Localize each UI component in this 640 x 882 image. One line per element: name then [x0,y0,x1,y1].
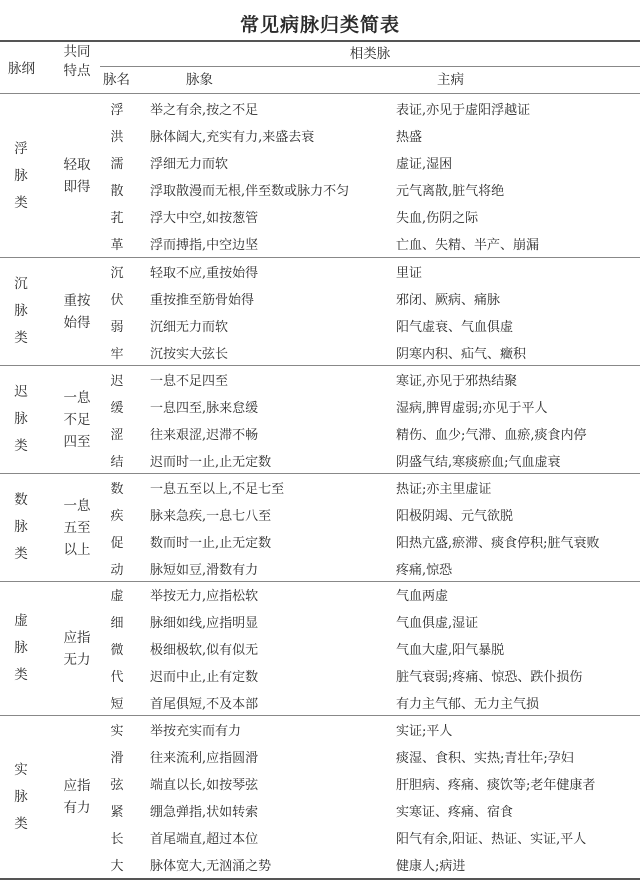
pulse-name: 涩 [110,427,124,443]
group-feature-line: 应指 [63,629,91,646]
pulse-name: 滑 [110,751,124,766]
group-feature [52,290,102,334]
pulse-description: 脉体宽大,无汹涌之势 [150,859,272,874]
pulse-name: 实 [110,724,124,739]
main-disease: 精伤、血少;气滞、血瘀,痰食内停 [396,427,587,443]
header-pulse-image: 脉象 [186,72,213,88]
group-category-char: 浮 [14,140,28,157]
pulse-description: 浮而搏指,中空边坚 [150,238,259,253]
main-disease: 里证 [396,265,423,281]
group-feature [52,627,102,671]
pulse-description: 浮细无力而软 [150,157,229,172]
group-feature-line: 以上 [63,541,91,558]
pulse-description: 端直以长,如按琴弦 [150,778,259,793]
pulse-description: 脉体阔大,充实有力,来盛去衰 [150,130,315,145]
pulse-description: 重按推至筋骨始得 [150,292,255,308]
main-disease: 气血大虚,阳气暴脱 [396,643,505,658]
main-disease: 阳热亢盛,瘀滞、痰食停积;脏气衰败 [396,535,600,551]
pulse-name: 促 [110,535,124,551]
pulse-description: 举之有余,按之不足 [150,103,259,118]
top-rule [0,40,640,42]
page-title: 常见病脉归类简表 [239,14,400,36]
pulse-description: 浮大中空,如按葱管 [150,211,259,226]
main-disease: 实寒证、疼痛、宿食 [396,805,514,820]
pulse-name: 微 [110,643,124,658]
group-feature-line: 四至 [63,433,91,450]
pulse-name: 伏 [110,292,124,308]
group-category-char: 脉 [14,167,28,184]
group-feature-line: 即得 [63,179,91,195]
group-separator [0,257,640,258]
header-bottom-rule [0,93,640,94]
pulse-name: 长 [110,832,124,847]
header-sub-rule [100,66,640,67]
group-separator [0,473,640,474]
pulse-description: 沉细无力而软 [150,319,229,335]
main-disease: 寒证,亦见于邪热结聚 [396,373,518,389]
group-category-char: 类 [14,667,28,683]
main-disease: 阳气虚衰、气血俱虚 [396,319,514,335]
pulse-name: 弦 [110,778,124,793]
group-feature [52,775,102,819]
header-common-line1: 共同 [63,44,91,60]
pulse-description: 举按充实而有力 [150,724,242,739]
pulse-description: 一息不足四至 [150,373,229,389]
group-feature-line: 轻取 [63,157,91,173]
main-disease: 热盛 [396,130,423,145]
pulse-name: 紧 [110,805,124,820]
main-disease: 湿病,脾胃虚弱;亦见于平人 [396,400,548,416]
main-disease: 脏气衰弱;疼痛、惊恐、跌仆损伤 [396,670,583,685]
pulse-description: 绷急弹指,状如转索 [150,805,259,820]
pulse-name: 迟 [110,373,124,389]
pulse-name: 革 [110,238,124,253]
pulse-description: 极细极软,似有似无 [150,643,259,658]
group-category-char: 脉 [14,303,28,319]
group-feature-line: 始得 [63,314,91,331]
main-disease: 阳气有余,阳证、热证、实证,平人 [396,832,587,847]
pulse-name: 牢 [110,346,124,362]
group-category-char: 脉 [14,640,28,656]
main-disease: 痰湿、食积、实热;青壮年;孕妇 [396,751,574,766]
pulse-description: 脉细如线,应指明显 [150,616,259,631]
main-disease: 健康人;病进 [396,859,466,874]
pulse-name: 散 [110,184,124,199]
pulse-name: 细 [110,616,124,631]
group-category-char: 类 [14,815,28,832]
pulse-name: 濡 [110,157,124,172]
group-category-char: 脉 [14,788,28,805]
group-separator [0,715,640,716]
pulse-description: 往来艰涩,迟滞不畅 [150,427,259,443]
main-disease: 亡血、失精、半产、崩漏 [396,238,540,253]
group-category-char: 脉 [14,411,28,427]
pulse-description: 一息四至,脉来怠缓 [150,400,259,416]
group-category [6,379,36,460]
pulse-description: 迟而时一止,止无定数 [150,454,272,470]
pulse-description: 迟而中止,止有定数 [150,670,259,685]
pulse-description: 浮取散漫而无根,伴至数或脉力不匀 [150,184,350,199]
pulse-name: 虚 [110,589,124,604]
group-category-char: 脉 [14,519,28,535]
main-disease: 邪闭、厥病、痛脉 [396,292,501,308]
pulse-name: 缓 [110,400,124,416]
group-category-char: 类 [14,194,28,211]
pulse-name: 代 [110,670,124,685]
main-disease: 实证;平人 [396,724,453,739]
group-category-char: 虚 [14,613,28,629]
group-feature-line: 应指 [63,778,91,794]
pulse-description: 沉按实大弦长 [150,346,229,362]
pulse-name: 浮 [110,103,124,118]
main-disease: 气血俱虚,湿证 [396,616,479,631]
group-feature-line: 不足 [63,411,91,428]
main-disease: 失血,伤阴之际 [396,211,479,226]
pulse-name: 弱 [110,319,124,335]
group-feature [52,495,102,561]
pulse-description: 举按无力,应指松软 [150,589,259,604]
group-feature-line: 重按 [63,292,91,309]
pulse-name: 数 [110,481,124,497]
group-separator [0,581,640,582]
group-feature-line: 有力 [63,800,91,816]
header-similar: 相类脉 [349,46,391,62]
main-disease: 阴寒内积、疝气、癥积 [396,346,527,362]
pulse-name: 疾 [110,508,124,524]
group-category [6,608,36,689]
main-disease: 疼痛,惊恐 [396,562,453,578]
group-category-char: 类 [14,330,28,346]
group-category [6,136,36,217]
pulse-name: 大 [110,859,124,874]
pulse-description: 往来流利,应指圆滑 [150,751,259,766]
main-disease: 阳极阴竭、元气欲脱 [396,508,514,524]
main-disease: 有力主气郁、无力主气损 [396,697,540,712]
pulse-description: 数而时一止,止无定数 [150,535,272,551]
group-category-char: 实 [14,761,28,778]
main-disease: 表证,亦见于虚阳浮越证 [396,103,531,118]
group-category-char: 类 [14,438,28,454]
header-category: 脉纲 [8,61,35,77]
group-feature-line: 五至 [63,519,91,536]
group-category-char: 沉 [14,276,28,292]
group-feature [52,387,102,453]
group-feature [52,154,102,198]
pulse-description: 一息五至以上,不足七至 [150,481,285,497]
group-category [6,757,36,838]
group-category-char: 数 [14,492,28,508]
pulse-description: 轻取不应,重按始得 [150,265,259,281]
header-common-line2: 特点 [63,63,91,79]
main-disease: 热证;亦主里虚证 [396,481,492,497]
main-disease: 元气离散,脏气将绝 [396,184,505,199]
group-feature-line: 一息 [63,389,91,406]
group-category [6,271,36,352]
pulse-description: 脉短如豆,滑数有力 [150,562,259,578]
pulse-name: 结 [110,454,124,470]
group-category [6,487,36,568]
pulse-name: 短 [110,697,124,712]
header-pulse-name: 脉名 [103,72,130,88]
main-disease: 虚证,湿困 [396,157,453,172]
pulse-name: 洪 [110,130,124,145]
pulse-name: 芤 [110,211,124,226]
pulse-description: 首尾俱短,不及本部 [150,697,259,712]
main-disease: 气血两虚 [396,589,449,604]
group-category-char: 类 [14,546,28,562]
group-feature-line: 无力 [63,651,91,668]
group-separator [0,365,640,366]
header-main-disease: 主病 [437,72,464,88]
group-feature-line: 一息 [63,497,91,514]
header-common [52,43,102,81]
main-disease: 肝胆病、疼痛、痰饮等;老年健康者 [396,778,596,793]
pulse-name: 动 [110,562,124,578]
group-category-char: 迟 [14,384,28,400]
pulse-name: 沉 [110,265,124,281]
bottom-rule [0,878,640,880]
main-disease: 阴盛气结,寒痰瘀血;气血虚衰 [396,454,561,470]
pulse-description: 脉来急疾,一息七八至 [150,508,272,524]
pulse-description: 首尾端直,超过本位 [150,832,259,847]
